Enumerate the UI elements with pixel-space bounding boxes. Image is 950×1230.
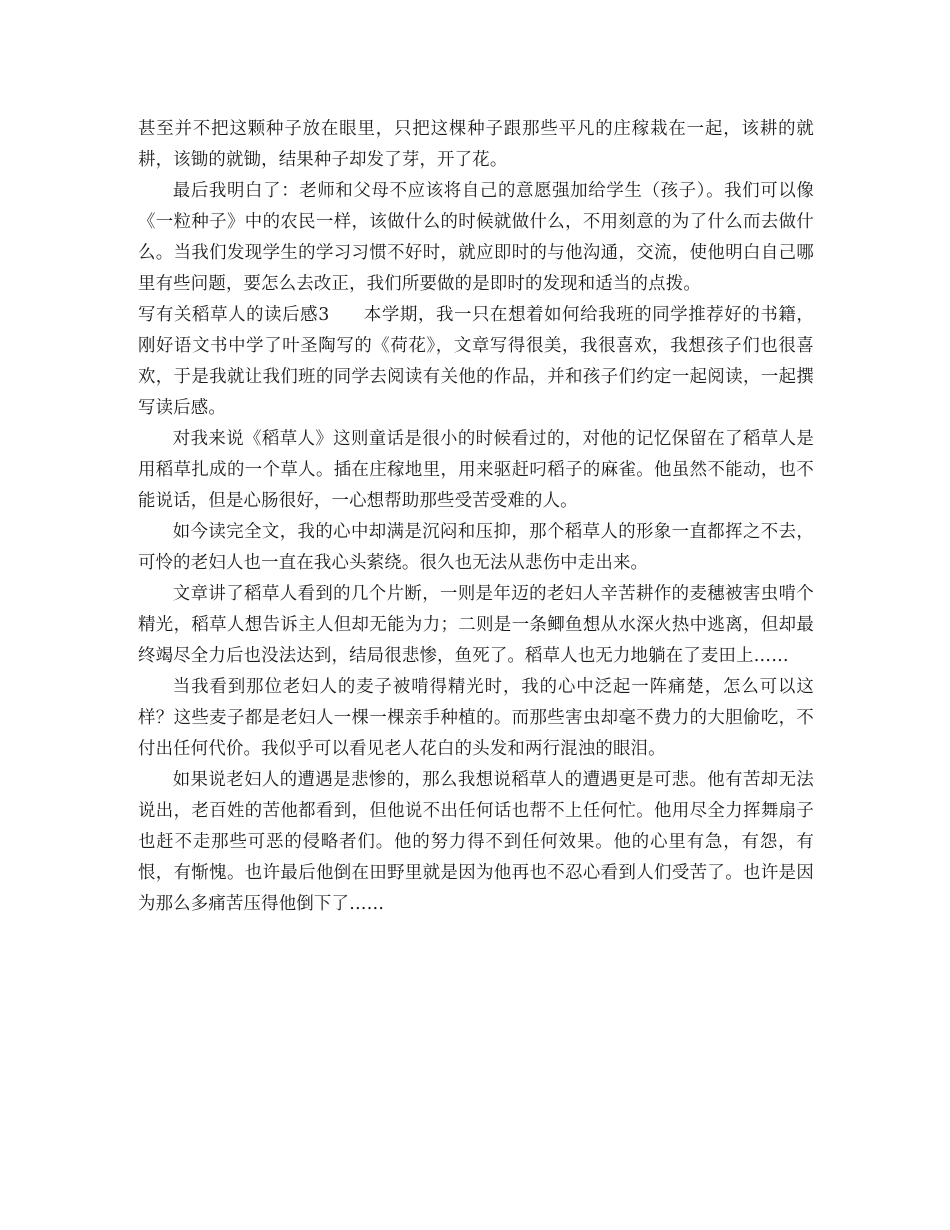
paragraph-3: 本学期，我一只在想着如何给我班的同学推荐好的书籍，刚好语文书中学了叶圣陶写的《荷花》，文章写得很美，我很喜欢，我想孩子们也很喜欢，于是我就让我们班的同学去阅读有关他的作品，并和孩子们约定一起阅读，一起撰写读后感。 — [138, 305, 815, 418]
section-3-paragraph — [138, 300, 814, 424]
paragraph-5: 如今读完全文，我的心中却满是沉闷和压抑，那个稻草人的形象一直都挥之不去，可怜的老妇人也一直在我心头萦绕。很久也无法从悲伤中走出来。 — [138, 522, 814, 573]
section-heading: 写有关稻草人的读后感3 — [138, 305, 330, 325]
paragraph-7: 当我看到那位老妇人的麦子被啃得精光时，我的心中泛起一阵痛楚，怎么可以这样？这些麦子都是老妇人一棵一棵亲手种植的。而那些害虫却毫不费力的大胆偷吃，不付出任何代价。我似乎可以看见老人花白的头发和两行混浊的眼泪。 — [138, 677, 814, 759]
paragraph-4: 对我来说《稻草人》这则童话是很小的时候看过的，对他的记忆保留在了稻草人是用稻草扎成的一个草人。插在庄稼地里，用来驱赶叼稻子的麻雀。他虽然不能动，也不能说话，但是心肠很好，一心想帮助那些受苦受难的人。 — [138, 429, 814, 511]
paragraph-1: 甚至并不把这颗种子放在眼里，只把这棵种子跟那些平凡的庄稼栽在一起，该耕的就耕，该锄的就锄，结果种子却发了芽，开了花。 — [138, 119, 814, 170]
paragraph-6: 文章讲了稻草人看到的几个片断，一则是年迈的老妇人辛苦耕作的麦穗被害虫啃个精光，稻草人想告诉主人但却无能为力；二则是一条鲫鱼想从水深火热中逃离，但却最终竭尽全力后也没法达到，结局很悲惨，鱼死了。稻草人也无力地躺在了麦田上…… — [138, 584, 814, 666]
document-page — [138, 114, 814, 920]
paragraph-8: 如果说老妇人的遭遇是悲惨的，那么我想说稻草人的遭遇更是可悲。他有苦却无法说出，老百姓的苦他都看到，但他说不出任何话也帮不上任何忙。他用尽全力挥舞扇子也赶不走那些可恶的侵略者们。他的努力得不到任何效果。他的心里有急，有怨，有恨，有惭愧。也许最后他倒在田野里就是因为他再也不忍心看到人们受苦了。也许是因为那么多痛苦压得他倒下了…… — [138, 770, 814, 914]
paragraph-2: 最后我明白了：老师和父母不应该将自己的意愿强加给学生（孩子）。我们可以像《一粒种子》中的农民一样，该做什么的时候就做什么，不用刻意的为了什么而去做什么。当我们发现学生的学习习惯不好时，就应即时的与他沟通，交流，使他明白自己哪里有些问题，要怎么去改正，我们所要做的是即时的发现和适当的点拨。 — [138, 181, 814, 294]
